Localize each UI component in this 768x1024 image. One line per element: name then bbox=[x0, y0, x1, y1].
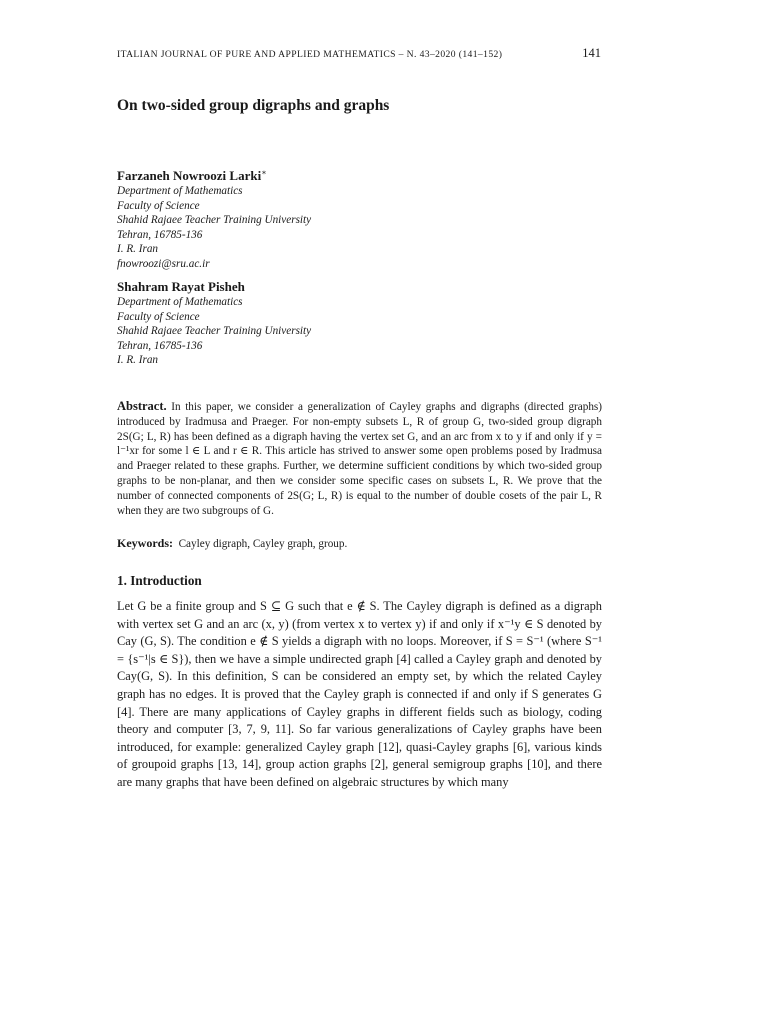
section-heading: 1. Introduction bbox=[117, 573, 202, 588]
author-email: fnowroozi@sru.ac.ir bbox=[117, 257, 210, 270]
keywords-text: Cayley digraph, Cayley graph, group. bbox=[178, 538, 348, 550]
abstract-label: Abstract. bbox=[117, 399, 167, 413]
author-block-1 bbox=[117, 164, 311, 272]
affiliation-line: Department of Mathematics bbox=[117, 296, 243, 308]
affiliation-line: Tehran, 16785-136 bbox=[117, 339, 203, 352]
author-name bbox=[117, 275, 311, 295]
affiliation-line: I. R. Iran bbox=[117, 243, 159, 256]
author-block-2 bbox=[117, 275, 311, 368]
keywords-label: Keywords: bbox=[117, 536, 173, 550]
page-number: 141 bbox=[582, 46, 601, 60]
affiliation-line: Faculty of Science bbox=[117, 199, 200, 212]
paper-title: On two-sided group digraphs and graphs bbox=[117, 97, 390, 114]
running-header bbox=[117, 46, 601, 61]
author-name-text: Farzaneh Nowroozi Larki bbox=[117, 168, 262, 183]
affiliation-line: Shahid Rajaee Teacher Training University bbox=[117, 214, 312, 227]
author-name bbox=[117, 164, 311, 184]
affiliation-line: Tehran, 16785-136 bbox=[117, 228, 203, 241]
affiliation-line: Shahid Rajaee Teacher Training University bbox=[117, 325, 312, 338]
affiliation-line: Department of Mathematics bbox=[117, 185, 243, 197]
journal-name: ITALIAN JOURNAL OF PURE AND APPLIED MATHEMATICS – N. 43–2020 (141–152) bbox=[117, 49, 503, 60]
abstract bbox=[117, 399, 602, 518]
keywords bbox=[117, 536, 602, 552]
corresponding-author-mark: ∗ bbox=[261, 168, 267, 177]
author-name-text: Shahram Rayat Pisheh bbox=[117, 279, 245, 294]
affiliation-line: I. R. Iran bbox=[117, 354, 159, 367]
abstract-text: In this paper, we consider a generalization of Cayley graphs and digraphs (directed graphs) introduced by Iradmusa and Praeger. For non-empty subsets L, R of group G, two-sided group digraph 2S(G; L, R) has been defined as a digraph having the vertex set G, and an arc from x to y if and only if y = l⁻¹xr for some l ∈ L and r ∈ R. This article has strived to answer some open problems posed by Iradmusa and Praeger related to these graphs. Further, we determine sufficient conditions by which two-sided group graphs to be non-planar, and then we consider some specific cases on subsets L, R. We prove that the number of connected components of 2S(G; L, R) is equal to the number of double cosets of the pair L, R when they are two subgroups of G. bbox=[117, 401, 602, 517]
introduction-paragraph: Let G be a finite group and S ⊆ G such that e ∉ S. The Cayley digraph is defined as a digraph with vertex set G and an arc (x, y) (from vertex x to vertex y) if and only if x⁻¹y ∈ S denoted by Cay (G, S). The condition e ∉ S yields a digraph with no loops. Moreover, if S = S⁻¹ (where S⁻¹ = {s⁻¹|s ∈ S}), then we have a simple undirected graph [4] called a Cayley graph and denoted by Cay(G, S). In this definition, S can be considered an empty set, by which the related Cayley graph has no edges. It is proved that the Cayley graph is connected if and only if S generates G [4]. There are many applications of Cayley graphs in different fields such as biology, coding theory and computer [3, 7, 9, 11]. So far various generalizations of Cayley graphs have been introduced, for example: generalized Cayley graph [12], quasi-Cayley graphs [6], various kinds of groupoid graphs [13, 14], group action graphs [2], general semigroup graphs [10], and there are many graphs that have been defined on algebraic structures by which many bbox=[117, 599, 602, 789]
affiliation-line: Faculty of Science bbox=[117, 310, 200, 323]
